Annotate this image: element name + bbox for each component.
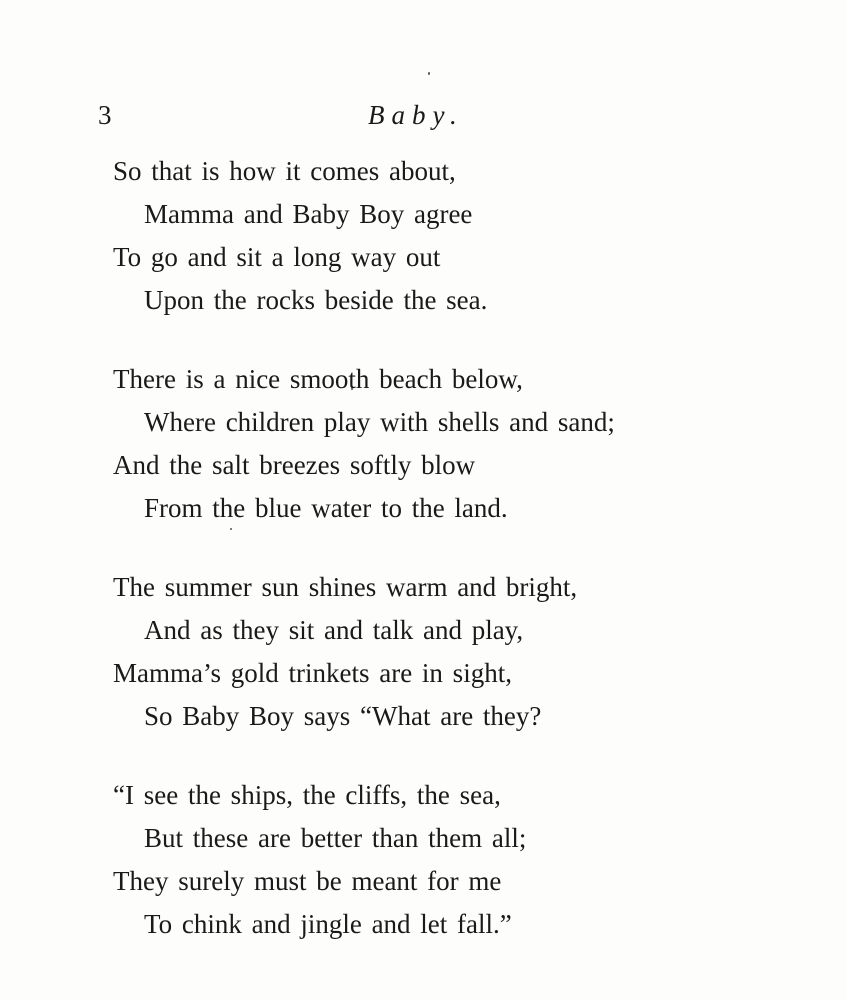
- poem-line: To chink and jingle and let fall.”: [144, 909, 512, 939]
- poem-line: Mamma’s gold trinkets are in sight,: [113, 658, 512, 688]
- poem-line: But these are better than them all;: [144, 823, 527, 853]
- poem-line: From the blue water to the land.: [144, 493, 508, 523]
- poem-line: And the salt breezes softly blow: [113, 450, 476, 480]
- stanza-4: [113, 774, 833, 946]
- page-number: 3: [98, 100, 112, 130]
- poem-line: “I see the ships, the cliffs, the sea,: [113, 780, 501, 810]
- stanza-2: [113, 358, 833, 530]
- poem-line: To go and sit a long way out: [113, 242, 441, 272]
- poem-line: So Baby Boy says “What are they?: [144, 701, 542, 731]
- poem-line: Upon the rocks beside the sea.: [144, 285, 488, 315]
- stanza-1: [113, 150, 833, 322]
- poem-line: So that is how it comes about,: [113, 156, 456, 186]
- running-title: Baby.: [368, 100, 464, 130]
- poem-line: There is a nice smooth beach below,: [113, 364, 523, 394]
- poem-line: Mamma and Baby Boy agree: [144, 199, 473, 229]
- poem-line: The summer sun shines warm and bright,: [113, 572, 578, 602]
- poem-line: They surely must be meant for me: [113, 866, 502, 896]
- poem-line: Where children play with shells and sand;: [144, 407, 615, 437]
- print-speck: [428, 72, 430, 75]
- poem: [113, 150, 833, 982]
- stanza-3: [113, 566, 833, 738]
- poem-line: And as they sit and talk and play,: [144, 615, 524, 645]
